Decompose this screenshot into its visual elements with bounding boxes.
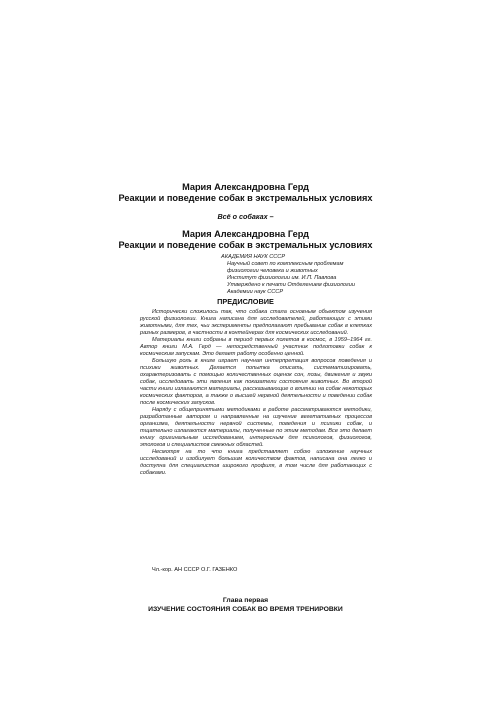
series-label: Всё о собаках – [217, 212, 274, 221]
meta-line: Институт физиологии им. И.П. Павлова [227, 275, 337, 281]
preface-paragraph: Несмотря на то что книга представляет собою изложение научных исследований и изобилует большим количеством фактов, написана она легко и доступна для специалистов широкого профиля, в том числе для работающих с собаками. [140, 449, 372, 476]
chapter-title: ИЗУЧЕНИЕ СОСТОЯНИЯ СОБАК ВО ВРЕМЯ ТРЕНИРОВКИ [148, 606, 343, 613]
preface-body [140, 309, 372, 477]
book-title-top: Реакции и поведение собак в экстремальных условиях [118, 193, 373, 203]
meta-line: АКАДЕМИЯ НАУК СССР [221, 254, 286, 260]
book-author-top: Мария Александровна Герд [182, 182, 309, 192]
preface-paragraph: Наряду с общепринятыми методиками в работе рассматриваются методики, разработанные автором и направленные на изучение вегетативных процессов организма, деятельности нервной системы, поведения и психики собак, и тщательно излагаются материалы, полученные по этим методам. Все это делает книгу оригинальным исследованием, интересным для психологов, физиологов, этологов и специалистов смежных областей. [140, 407, 372, 448]
preface-signature: Чл.-кор. АН СССР О.Г. ГАЗЕНКО [152, 567, 238, 573]
preface-paragraph: Исторически сложилось так, что собака стала основным объектом изучения русской физиологии. Книга написана для исследователей, работающих с этими животными, для тех, чьи эксперименты предполагают пребывание собак в клетках разных размеров, в частности в контейнерах для космических исследований. [140, 309, 372, 336]
book-title: Реакции и поведение собак в экстремальных условиях [118, 240, 373, 250]
publisher-meta [221, 254, 371, 296]
meta-line: Утверждено к печати Отделением физиологии Академии наук СССР [227, 282, 355, 295]
meta-line: Научный совет по комплексным проблемам физиологии человека и животных [227, 261, 344, 274]
book-author: Мария Александровна Герд [182, 229, 309, 239]
chapter-number: Глава первая [222, 597, 269, 604]
preface-heading: ПРЕДИСЛОВИЕ [217, 297, 274, 306]
preface-paragraph: Материалы книги собраны в период первых полетов в космос, в 1959–1964 гг. Автор книги М.А. Герд — непосредственный участник подготовки собак к космическим запускам. Это делает работу особенно ценной. [140, 337, 372, 357]
preface-paragraph: Большую роль в книге играет научная интерпретация вопросов поведения и психики животных. Делается попытка описать, систематизировать, охарактеризовать с помощью количественных оценок сон, позы, движения и звуки собак, исследовать эти явления как показатели состояния животных. Во второй части книги излагаются материалы, рассказывающие о влиянии на собак некоторых космических факторов, а также о высшей нервной деятельности и поведении собак после космических запусков. [140, 358, 372, 406]
